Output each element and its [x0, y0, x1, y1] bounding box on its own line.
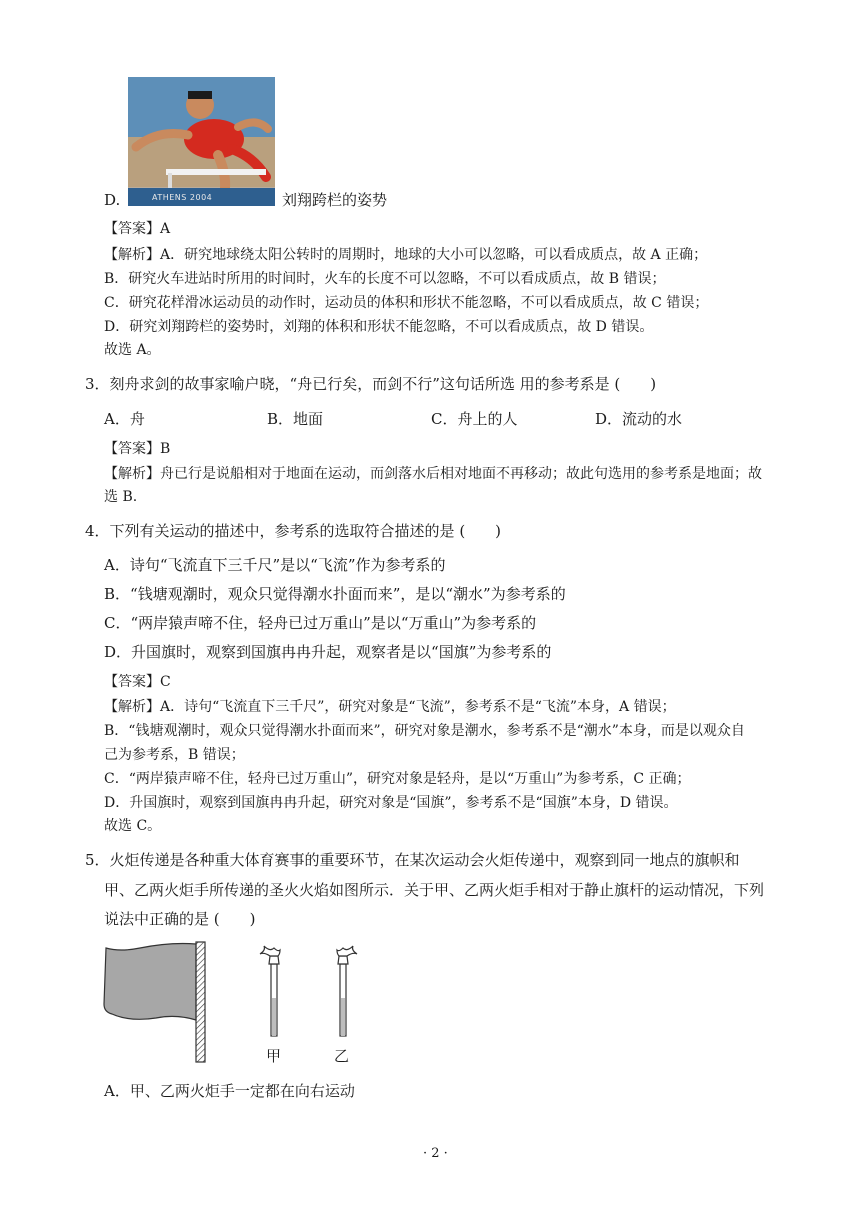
q5-stem-line-2: 甲、乙两火炬手所传递的圣火火焰如图所示．关于甲、乙两火炬手相对于静止旗杆的运动情况，下列 — [104, 881, 765, 899]
photo-banner-text: ATHENS 2004 — [152, 193, 213, 202]
torch-yi — [337, 946, 357, 1036]
q4-analysis-line-5: D．升国旗时，观察到国旗冉冉升起，研究对象是“国旗”，参考系不是“国旗”本身，D 错误。 — [104, 795, 678, 811]
q2-option-d-letter: D. — [104, 191, 121, 209]
q4-analysis-line-6: 故选 C。 — [104, 818, 162, 834]
hurdler-photo — [128, 77, 275, 206]
q5-stem-line-1: 5．火炬传递是各种重大体育赛事的重要环节，在某次运动会火炬传递中，观察到同一地点的旗帜和 — [85, 851, 740, 869]
q2-analysis-line-5: 故选 A。 — [104, 342, 161, 358]
q2-analysis-line-4: D．研究刘翔跨栏的姿势时，刘翔的体积和形状不能忽略，不可以看成质点，故 D 错误。 — [104, 319, 654, 335]
q2-answer: 【答案】A — [104, 221, 171, 237]
q4-option-b: B．“钱塘观潮时，观众只觉得潮水扑面而来”，是以“潮水”为参考系的 — [104, 585, 566, 603]
q4-analysis-line-4: C．“两岸猿声啼不住，轻舟已过万重山”，研究对象是轻舟，是以“万重山”为参考系，C 正确； — [104, 771, 691, 787]
q3-option-d: D．流动的水 — [595, 410, 683, 428]
q4-option-c: C．“两岸猿声啼不住，轻舟已过万重山”是以“万重山”为参考系的 — [104, 614, 537, 632]
page-number: · 2 · — [423, 1146, 448, 1161]
q3-option-c: C．舟上的人 — [431, 410, 518, 428]
torch-label-yi: 乙 — [334, 1047, 350, 1065]
q2-analysis-line-3: C．研究花样滑冰运动员的动作时，运动员的体积和形状不能忽略，不可以看成质点，故 C 错误； — [104, 295, 709, 311]
q3-answer: 【答案】B — [104, 441, 171, 457]
flag-cloth — [104, 944, 196, 1021]
q4-analysis-line-3: 己为参考系，B 错误； — [104, 747, 245, 763]
q4-option-a: A．诗句“飞流直下三千尺”是以“飞流”作为参考系的 — [104, 556, 446, 574]
q3-stem: 3．刻舟求剑的故事家喻户晓，“舟已行矣，而剑不行”这句话所选 用的参考系是 ( ) — [85, 375, 657, 393]
q4-option-d: D．升国旗时，观察到国旗冉冉升起，观察者是以“国旗”为参考系的 — [104, 643, 552, 661]
q4-answer: 【答案】C — [104, 674, 171, 690]
q2-option-d-text: 刘翔跨栏的姿势 — [282, 191, 388, 209]
flagpole — [196, 942, 205, 1062]
hurdler-illustration — [128, 77, 275, 206]
flag-and-torches-figure — [100, 938, 370, 1070]
torch-label-jia: 甲 — [266, 1047, 282, 1065]
q5-stem-line-3: 说法中正确的是 ( ) — [104, 910, 256, 928]
q3-option-a: A．舟 — [104, 410, 145, 428]
q3-analysis-line-1: 【解析】舟已行是说船相对于地面在运动，而剑落水后相对地面不再移动；故此句选用的参考系是地面；故 — [104, 466, 762, 482]
q2-analysis-line-1: 【解析】A．研究地球绕太阳公转时的周期时，地球的大小可以忽略，可以看成质点，故 A 正确； — [104, 247, 708, 263]
q3-analysis-line-2: 选 B. — [104, 489, 138, 505]
q5-option-a: A．甲、乙两火炬手一定都在向右运动 — [104, 1082, 355, 1100]
q4-stem: 4．下列有关运动的描述中，参考系的选取符合描述的是 ( ) — [85, 522, 502, 540]
q2-analysis-line-2: B．研究火车进站时所用的时间时，火车的长度不可以忽略，不可以看成质点，故 B 错误； — [104, 271, 666, 287]
torch-jia — [260, 946, 280, 1036]
q3-option-b: B．地面 — [267, 410, 324, 428]
q4-analysis-line-2: B．“钱塘观潮时，观众只觉得潮水扑面而来”，研究对象是潮水，参考系不是“潮水”本身，而是以观众自 — [104, 723, 745, 739]
q4-analysis-line-1: 【解析】A．诗句“飞流直下三千尺”，研究对象是“飞流”，参考系不是“飞流”本身，A 错误； — [104, 699, 676, 715]
